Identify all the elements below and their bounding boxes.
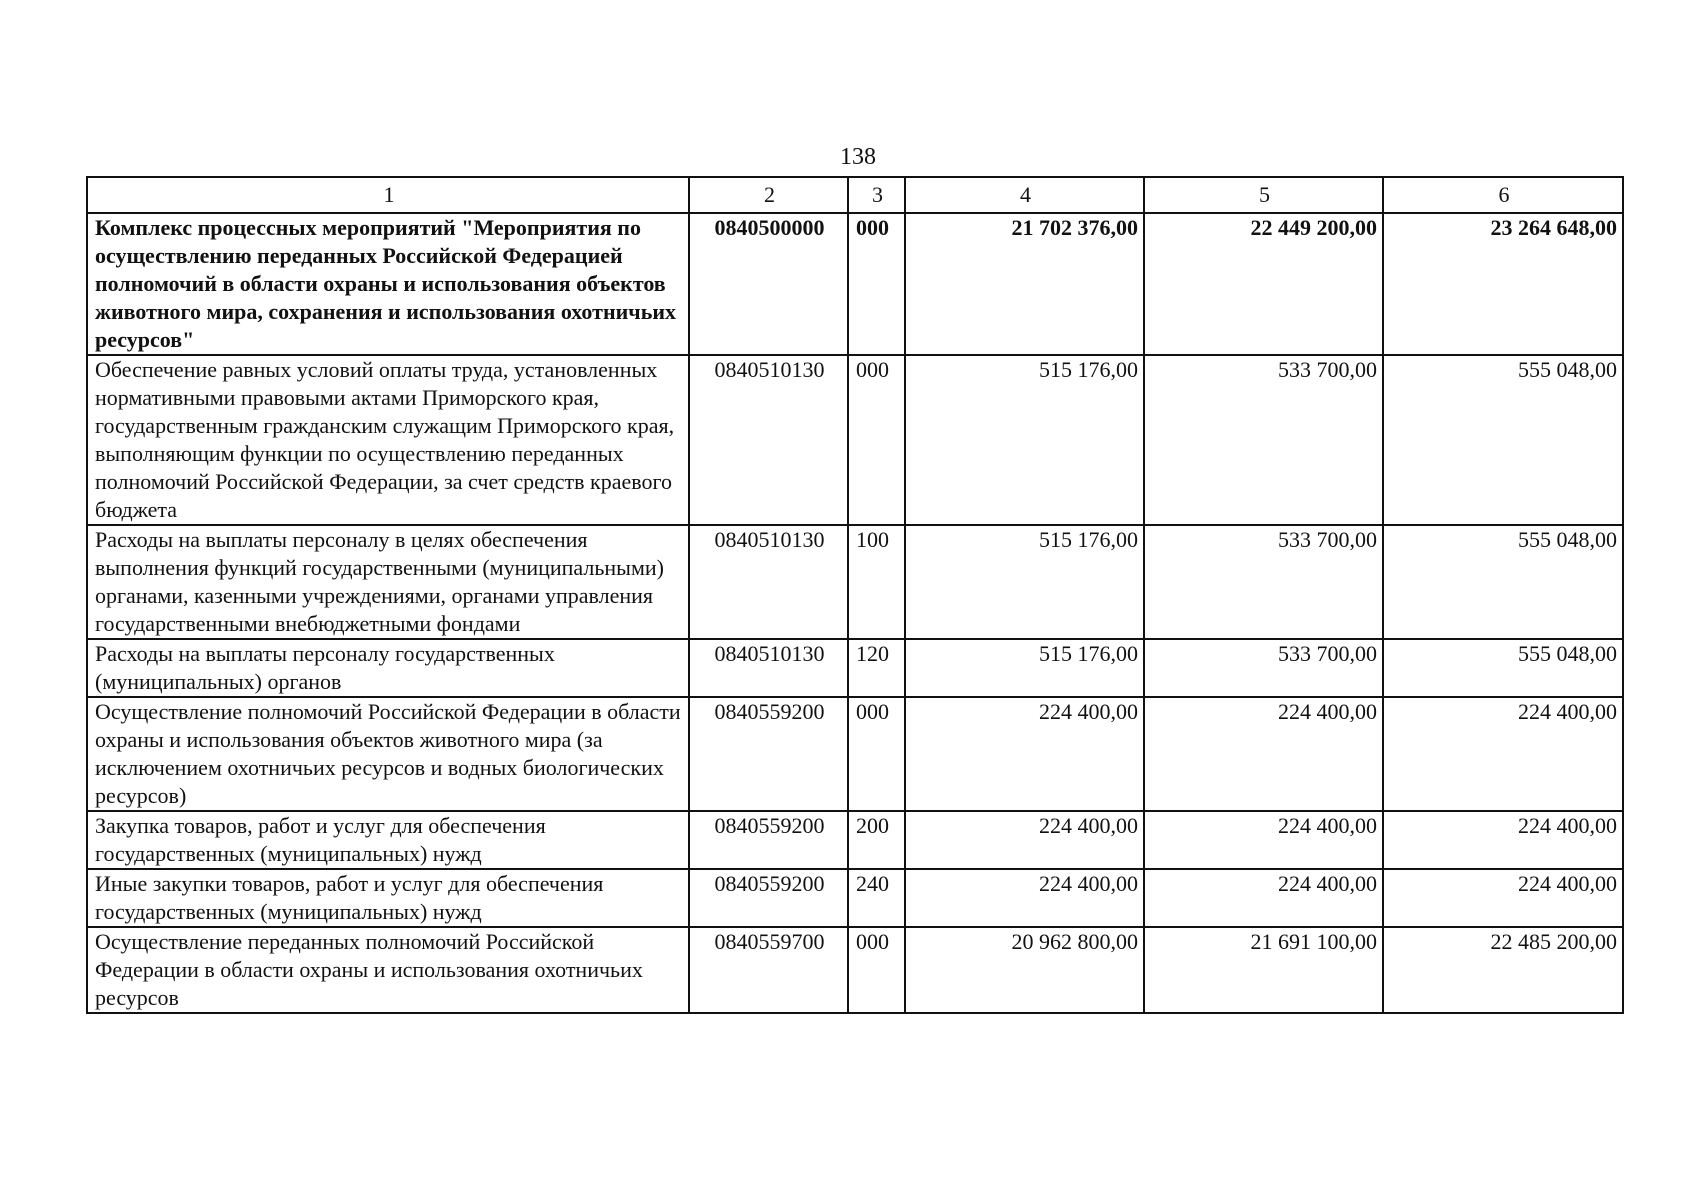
row-code: 0840510130 — [689, 639, 848, 697]
row-code: 0840510130 — [689, 525, 848, 639]
budget-table — [86, 176, 1624, 1014]
table-row — [87, 639, 1623, 697]
table-row — [87, 525, 1623, 639]
row-amount-6: 23 264 648,00 — [1383, 213, 1623, 355]
row-expense-type: 000 — [848, 213, 905, 355]
row-amount-6: 224 400,00 — [1383, 811, 1623, 869]
row-amount-5: 224 400,00 — [1144, 869, 1383, 927]
row-amount-5: 22 449 200,00 — [1144, 213, 1383, 355]
row-expense-type: 000 — [848, 355, 905, 525]
row-name: Расходы на выплаты персоналу в целях обеспечения выполнения функций государственными (муниципальными) органами, казенными учреждениями, органами управления государственными внебюджетными фондами — [87, 525, 689, 639]
header-row — [87, 177, 1623, 213]
row-amount-4: 224 400,00 — [905, 869, 1144, 927]
row-amount-5: 533 700,00 — [1144, 355, 1383, 525]
table-row — [87, 355, 1623, 525]
row-name: Осуществление переданных полномочий Российской Федерации в области охраны и использования охотничьих ресурсов — [87, 927, 689, 1013]
row-amount-5: 533 700,00 — [1144, 639, 1383, 697]
row-name: Комплекс процессных мероприятий "Мероприятия по осуществлению переданных Российской Федерацией полномочий в области охраны и использования объектов животного мира, сохранения и использования охотничьих ресурсов" — [87, 213, 689, 355]
table-row — [87, 811, 1623, 869]
row-amount-4: 515 176,00 — [905, 639, 1144, 697]
row-amount-4: 20 962 800,00 — [905, 927, 1144, 1013]
row-amount-6: 555 048,00 — [1383, 639, 1623, 697]
row-amount-6: 555 048,00 — [1383, 355, 1623, 525]
table-row — [87, 697, 1623, 811]
row-expense-type: 200 — [848, 811, 905, 869]
table-row — [87, 927, 1623, 1013]
row-amount-5: 224 400,00 — [1144, 811, 1383, 869]
row-expense-type: 100 — [848, 525, 905, 639]
row-amount-6: 555 048,00 — [1383, 525, 1623, 639]
row-amount-6: 22 485 200,00 — [1383, 927, 1623, 1013]
row-amount-6: 224 400,00 — [1383, 697, 1623, 811]
row-name: Осуществление полномочий Российской Федерации в области охраны и использования объектов животного мира (за исключением охотничьих ресурсов и водных биологических ресурсов) — [87, 697, 689, 811]
row-code: 0840559200 — [689, 869, 848, 927]
row-expense-type: 000 — [848, 697, 905, 811]
column-header-1: 1 — [87, 177, 689, 213]
column-header-4: 4 — [905, 177, 1144, 213]
row-expense-type: 000 — [848, 927, 905, 1013]
column-header-2: 2 — [689, 177, 848, 213]
row-code: 0840559200 — [689, 697, 848, 811]
row-expense-type: 240 — [848, 869, 905, 927]
column-header-3: 3 — [848, 177, 905, 213]
row-code: 0840510130 — [689, 355, 848, 525]
column-header-5: 5 — [1144, 177, 1383, 213]
row-code: 0840559200 — [689, 811, 848, 869]
table-row — [87, 213, 1623, 355]
row-code: 0840500000 — [689, 213, 848, 355]
row-amount-4: 21 702 376,00 — [905, 213, 1144, 355]
row-name: Закупка товаров, работ и услуг для обеспечения государственных (муниципальных) нужд — [87, 811, 689, 869]
row-amount-4: 224 400,00 — [905, 811, 1144, 869]
page-number: 138 — [840, 144, 876, 170]
row-amount-5: 224 400,00 — [1144, 697, 1383, 811]
table-row — [87, 869, 1623, 927]
row-code: 0840559700 — [689, 927, 848, 1013]
row-name: Обеспечение равных условий оплаты труда, установленных нормативными правовыми актами Приморского края, государственным гражданским служащим Приморского края, выполняющим функции по осуществлению переданных полномочий Российской Федерации, за счет средств краевого бюджета — [87, 355, 689, 525]
row-amount-6: 224 400,00 — [1383, 869, 1623, 927]
row-amount-4: 515 176,00 — [905, 355, 1144, 525]
row-name: Расходы на выплаты персоналу государственных (муниципальных) органов — [87, 639, 689, 697]
row-expense-type: 120 — [848, 639, 905, 697]
row-amount-5: 21 691 100,00 — [1144, 927, 1383, 1013]
row-amount-4: 224 400,00 — [905, 697, 1144, 811]
row-name: Иные закупки товаров, работ и услуг для обеспечения государственных (муниципальных) нужд — [87, 869, 689, 927]
column-header-6: 6 — [1383, 177, 1623, 213]
row-amount-4: 515 176,00 — [905, 525, 1144, 639]
row-amount-5: 533 700,00 — [1144, 525, 1383, 639]
